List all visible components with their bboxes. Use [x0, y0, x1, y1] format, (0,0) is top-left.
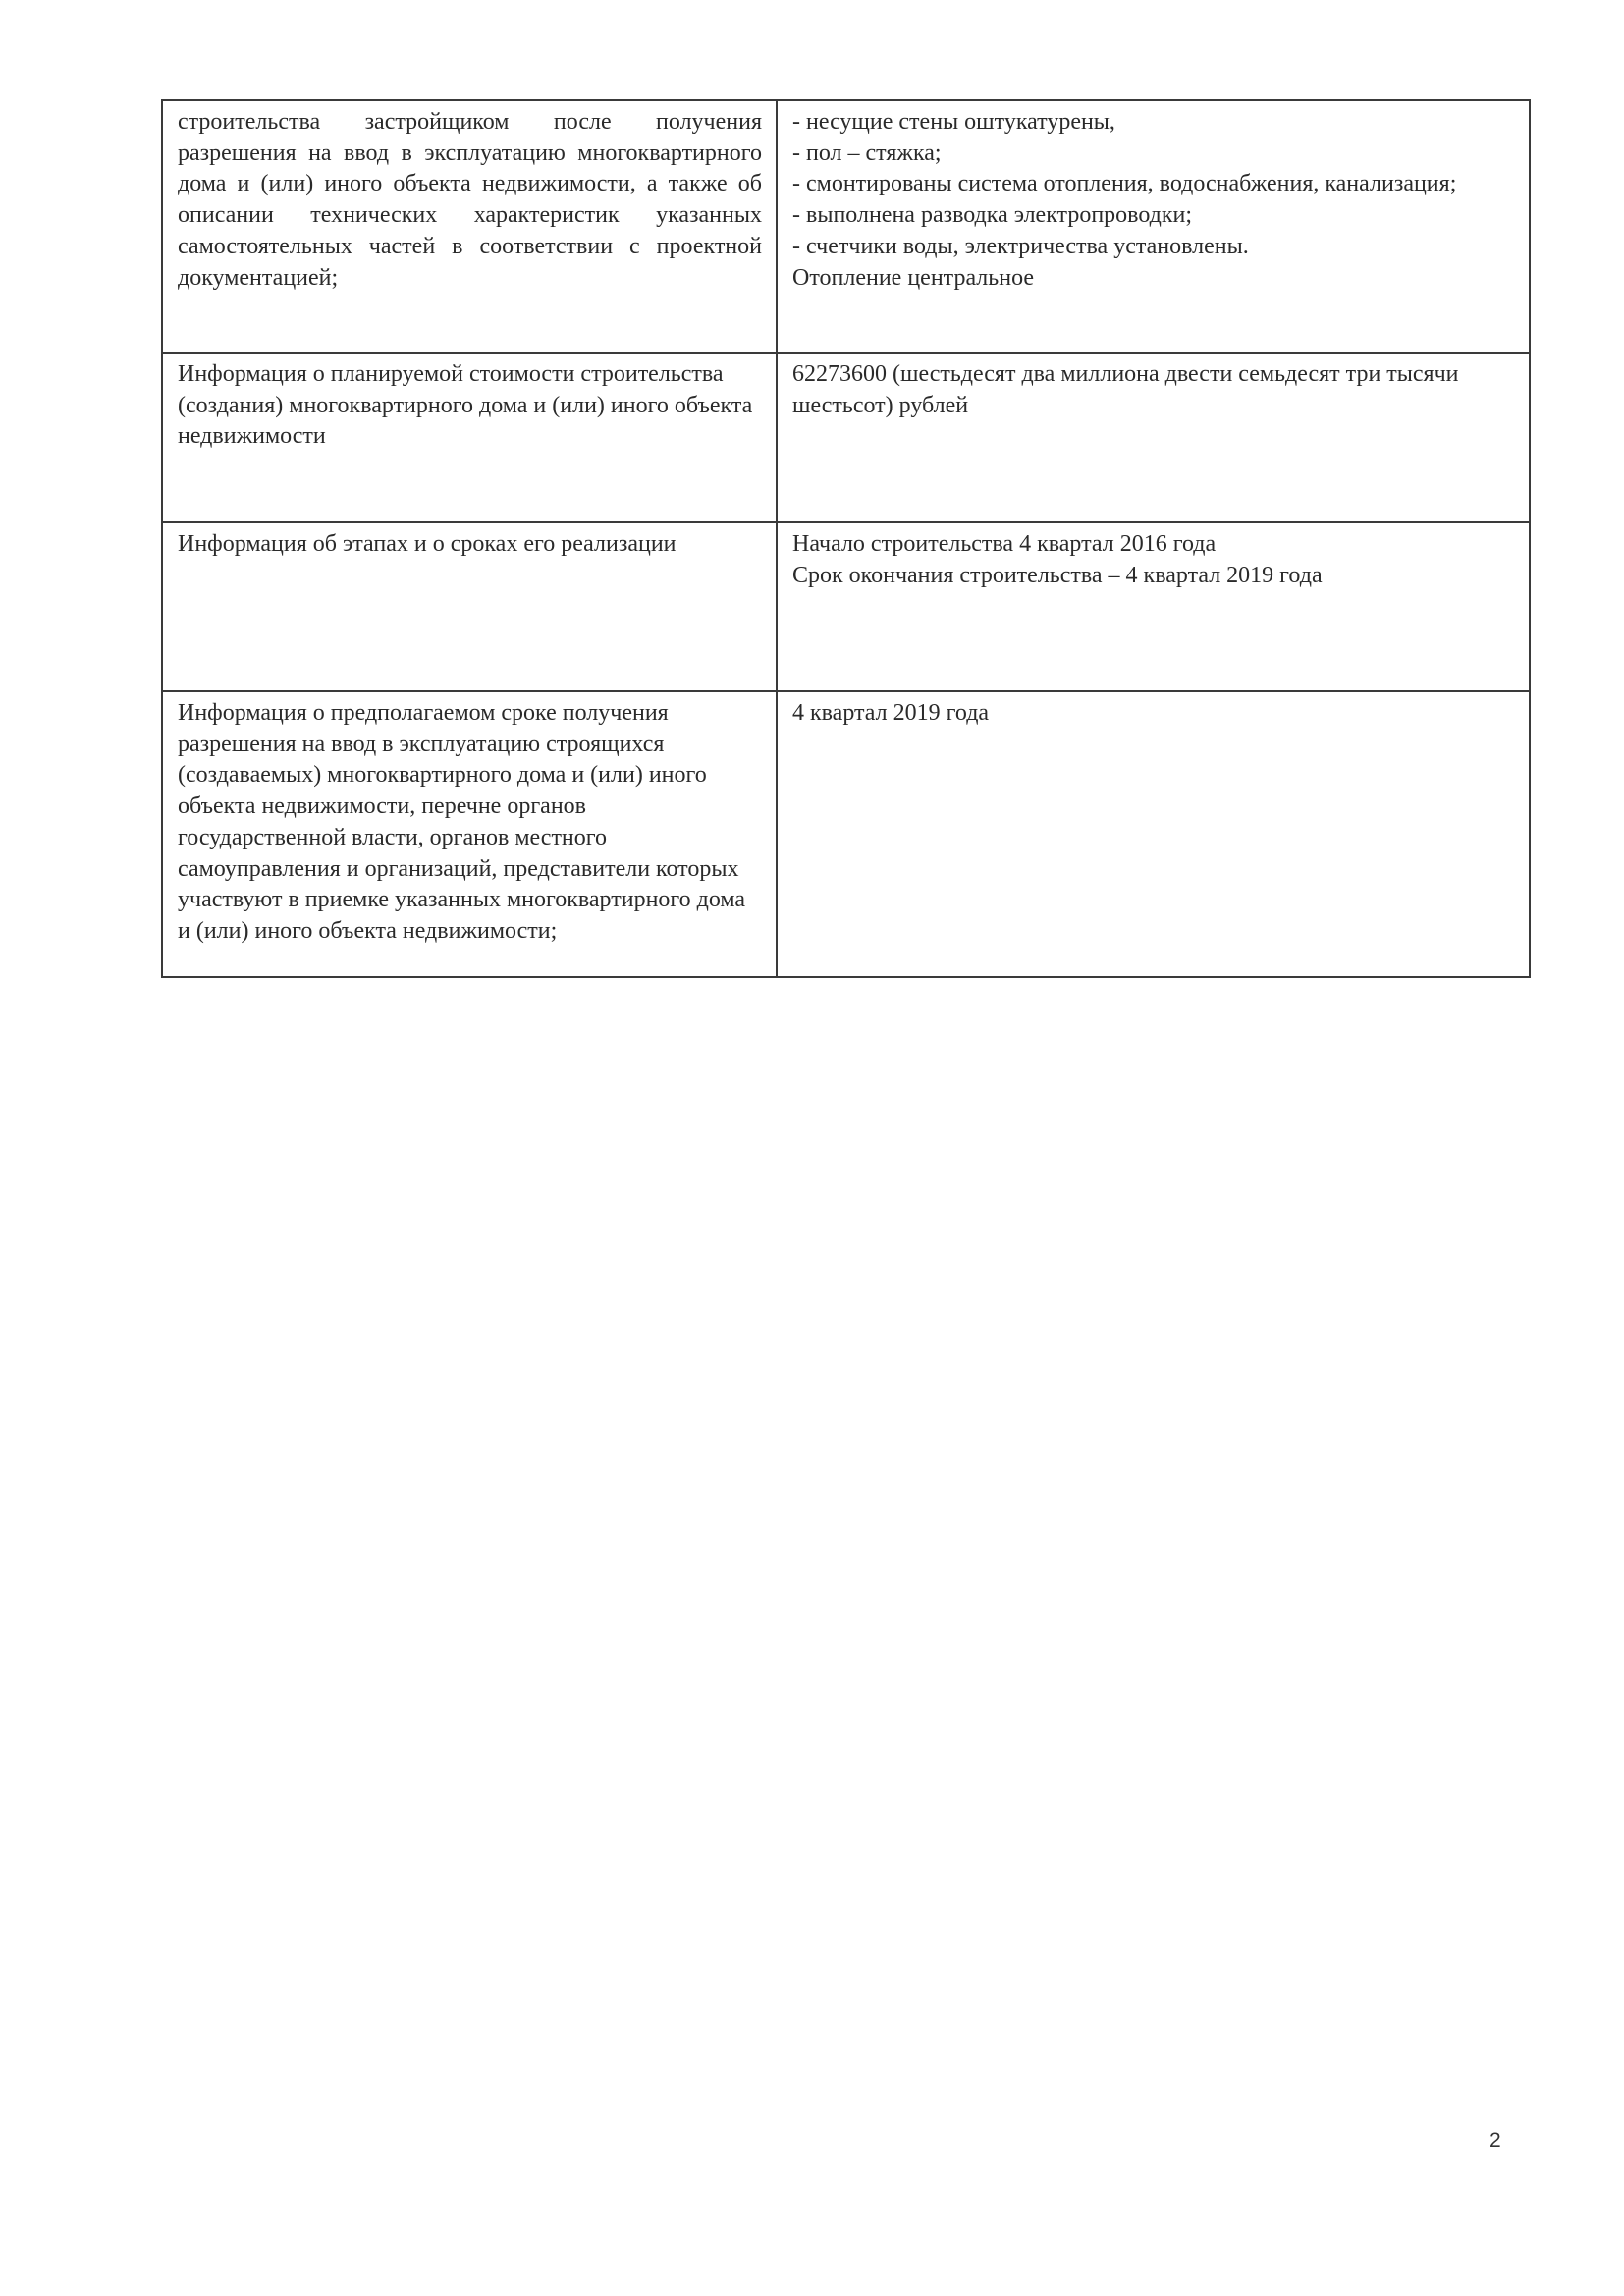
value-line: 4 квартал 2019 года: [792, 700, 990, 726]
row-label: Информация о планируемой стоимости строительства (создания) многоквартирного дома и (или) иного объекта недвижимости: [162, 353, 777, 522]
row-label: Информация о предполагаемом сроке получения разрешения на ввод в эксплуатацию строящихся (создаваемых) многоквартирного дома и (или) иного объекта недвижимости, перечне органов государственной власти, органов местного самоуправления и организаций, представители которых участвуют в приемке указанных многоквартирного дома и (или) иного объекта недвижимости;: [162, 691, 777, 977]
value-line: 62273600 (шестьдесят два миллиона двести семьдесят три тысячи шестьсот) рублей: [792, 361, 1459, 418]
table-row: [162, 522, 1530, 691]
row-value: [777, 353, 1530, 522]
value-line: Отопление центральное: [792, 264, 1035, 291]
row-value: [777, 522, 1530, 691]
table-row: [162, 691, 1530, 977]
table-row: [162, 100, 1530, 353]
value-line: - пол – стяжка;: [792, 139, 942, 166]
row-value: [777, 100, 1530, 353]
value-line: - смонтированы система отопления, водоснабжения, канализация;: [792, 171, 1457, 197]
row-label: строительства застройщиком после получения разрешения на ввод в эксплуатацию многоквартирного дома и (или) иного объекта недвижимости, а также об описании технических характеристик указанных самостоятельных частей в соответствии с проектной документацией;: [162, 100, 777, 353]
value-line: Начало строительства 4 квартал 2016 года: [792, 531, 1217, 557]
row-label: Информация об этапах и о сроках его реализации: [162, 522, 777, 691]
value-line: - выполнена разводка электропроводки;: [792, 202, 1193, 229]
page-number: 2: [1489, 2129, 1501, 2152]
row-value: [777, 691, 1530, 977]
value-line: Срок окончания строительства – 4 квартал 2019 года: [792, 562, 1323, 588]
value-line: - несущие стены оштукатурены,: [792, 109, 1115, 135]
value-line: - счетчики воды, электричества установлены.: [792, 233, 1249, 259]
table-row: [162, 353, 1530, 522]
info-table: [161, 99, 1531, 978]
